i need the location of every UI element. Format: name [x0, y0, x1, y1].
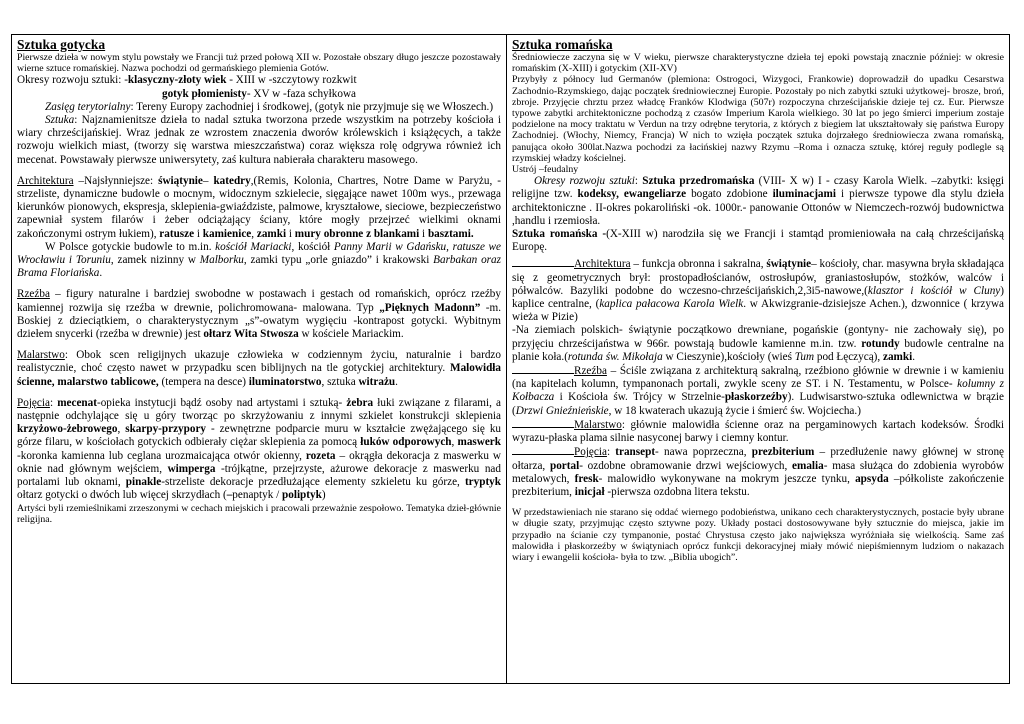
romanesque-sculpture: Rzeźba – Ściśle związana z architekturą sakralną, rzeźbiono głównie w drewnie i w kamieniu (na kapitelach kolumn, tympanonach portali, zwykle sceny ze ST. i N. Testamentu, w Polsce- kolumny z Kołbacza i Kościoła św. Trójcy w Strzelnie-płaskorzeźby). Ludwisarstwo-sztuka odlewnictwa w brązie (Drzwi Gnieźnieńskie, w 18 kwaterach ukazują życie i śmierć św. Wojciecha.) — [512, 365, 1004, 417]
gothic-periods-2: gotyk płomienisty- XV w -faza schyłkowa — [161, 87, 356, 100]
romanesque-painting: Malarstwo: głównie malowidła ścienne oraz na pergaminowych kartach kodeksów. Środki wyrazu-płaska plama silnie nasyconej barwy i ciemny kontur. — [512, 418, 1004, 445]
gothic-title: Sztuka gotycka — [17, 37, 106, 52]
romanesque-system: Ustrój –feudalny — [512, 164, 579, 176]
gothic-painting: Malarstwo: Obok scen religijnych ukazuje człowieka w codziennym życiu, naturalnie i bardzo realistycznie, choć często nawet w przypadku scen biblijnych na tle gotyckiej architektury. Malowidła ścienne, malarstwo tablicowe, (tempera na desce) iluminatorstwo, sztuka witrażu. — [17, 349, 501, 388]
gothic-intro: Pierwsze dzieła w nowym stylu powstały we Francji tuż przed połową XII w. Pozostałe obszary długo jeszcze pozostawały wierne sztuce romańskiej. Nazwa pochodzi od germańskiego plemienia Gotów. — [17, 52, 501, 75]
gothic-architecture: Architektura –Najsłynniejsze: świątynie– katedry,(Remis, Kolonia, Chartres, Notre Dame w Paryżu, -strzeliste, dynamiczne budowle o mocnym, widocznym szkielecie, sięgające nawet 100m wys., przewaga kierunków pionowych, ekspresja, sklepienia-gwiaździste, palmowe, kryształowe, sieciowe, bezpieczeństwo zapewniał system filarów i żeber odciążający ściany, które mogły przejrzeć wielkimi oknami zakończonymi ostrym łukiem), ratusze i kamienice, zamki i mury obronne z blankami i basztami. — [17, 174, 501, 240]
underline-lead — [512, 418, 574, 428]
underline-lead — [512, 257, 574, 267]
underline-lead — [512, 445, 574, 455]
romanesque-art-column — [507, 35, 1009, 683]
romanesque-poland-architecture: -Na ziemiach polskich- świątynie początkowo drewniane, pogańskie (gontyny- nie zachowały się), po przyjęciu chrześcijaństwa w 966r. powstają budowle kamienne m.in. tzw. rotundy budowle centralne na planie koła.(rotunda św. Mikołaja w Cieszynie),kościoły (wieś Tum pod Łęczycą), zamki. — [512, 324, 1004, 363]
gothic-footer: Artyści byli rzemieślnikami zrzeszonymi w cechach miejskich i pracowali przeważnie zespołowo. Tematyka dzieł-głównie religijna. — [17, 502, 501, 525]
gothic-periods: Okresy rozwoju sztuki: -klasyczny-złoty wiek - XIII w -szczytowy rozkwit — [17, 74, 357, 87]
gothic-art-column — [12, 35, 507, 683]
romanesque-origin: Sztuka romańska -(X-XIII w) narodziła się we Francji i stamtąd promieniowała na całą chrześcijańską Europę. — [512, 228, 1004, 254]
romanesque-title: Sztuka romańska — [512, 37, 613, 52]
romanesque-intro: Średniowiecze zaczyna się w V wieku, pierwsze charakterystyczne dzieła tej epoki powstają znacznie później: w okresie romańskim (X-XIII) i gotyckim (XII-XV) — [512, 52, 1004, 75]
underline-lead — [512, 364, 574, 374]
gothic-sculpture: Rzeźba – figury naturalne i bardziej swobodne w postawach i gestach od romańskich, oprócz rzeźby kamiennej rozwija się rzeźba w drewnie, polichromowana- malowana. Typ „Pięknych Madonn” -m. Boskiej z dzieciątkiem, o charakterystycznym „s”-owatym wygięciu -kontrapost gotycki. Wybitnym dziełem snycerki (rzeźba w drewnie) jest ołtarz Wita Stwosza w kościele Mariackim. — [17, 288, 501, 341]
romanesque-history: Przybyły z północy lud Germanów (plemiona: Ostrogoci, Wizygoci, Frankowie) doprowadził do upadku Cesarstwa Zachodnio-Rzymskiego, dając początek średniowiecznej Europie. Pozostały po nich zabytki sztuki użytkowej- brosze, broń, zbroje. Przyjęcie chrztu przez władcę Franków Klodwiga (507r) rozpoczyna chrześcijańskie dzieje tej cz. Eur. Pierwsze typowe zabytki architektoniczne pochodzą z czasów Imperium Karola wielkiego. 30 lat po jego śmierci imperium zostaje podzielone na mocy traktatu w Verdun na trzy odrębne terytoria, z których z biegiem lat ukształtowały się państwa Europy Zachodniej. (Włochy, Niemcy, Francja) W nich to wzięła początek sztuka dojrzałego średniowiecza zwana romańską, panująca około 300lat.Nazwa pochodzi za łacińskiej nazwy Rzymu –Roma i oznacza sztukę, której reguły podlegle są rzymskiej władzy kościelnej. — [512, 74, 1004, 164]
romanesque-footer: W przedstawieniach nie starano się oddać wiernego podobieństwa, unikano cech charakterystycznych, postacie były ubrane w długie szaty, przyjmując często sztywne pozy. Układy postaci dostosowywane były sztucznie do miejsca, jakie im przypadło na ścianie czy tympanonie, postać Chrystusa często jako największa wyróżniała się wielkością. Same zaś malowidła i płaskorzeźby w świątyniach oprócz funkcji dekoracyjnej miały mówić niepiśmiennym ludziom o nakazach wiary i ewangelii kościoła- była to tzw. „Biblia ubogich”. — [512, 507, 1004, 563]
romanesque-architecture: Architektura – funkcja obronna i sakralna, świątynie– kościoły, char. masywna bryła składająca się z geometrycznych brył: prostopadłościanów, ostrosłupów, graniastosłupów, stożków, walców i półwalców. Bazyliki podobne do wczesno-chrześcijańskich,2,3i5-nawowe,(klasztor i kościół w Cluny) kaplice centralne, (kaplica pałacowa Karola Wielk. w Akwizgranie-dzisiejsze Achen.), dzwonnice ( krzywa wieża w Pizie) — [512, 258, 1004, 324]
romanesque-periods: Okresy rozwoju sztuki: Sztuka przedromańska (VIII- X w) I - czasy Karola Wielk. –zabytki: księgi religijne tzw. kodeksy, ewangeliarze bogato zdobione iluminacjami i pierwsze typowe dla stylu dzieła architektoniczne . II-okres pokaroliński -ok. 1000r.- panowanie Ottonów w Niemczech-rozwój budownictwa ,handlu i rzemiosła. — [512, 175, 1005, 227]
romanesque-terms: Pojęcia: transept- nawa poprzeczna, prezbiterium – przedłużenie nawy głównej w stronę ołtarza, portal- ozdobne obramowanie drzwi wejściowych, emalia- masa służąca do zdobienia wyrobów metalowych, fresk- malowidło wykonywane na mokrym jeszcze tynku, apsyda –półkoliste zakończenie prezbiterium, inicjał -pierwsza ozdobna litera tekstu. — [512, 446, 1005, 498]
gothic-terms: Pojęcia: mecenat-opieka instytucji bądź osoby nad artystami i sztuką- żebra łuki związane z filarami, a następnie odchylające się u góry tworząc po skrzyżowaniu z innymi szkielet konstrukcji sklepienia krzyżowo-żebrowego, skarpy-przypory - zewnętrzne podparcie muru w kształcie zwężającego się ku górze filaru, w kościołach gotyckich odbierały ciężar sklepienia za pomocą łuków odporowych, maswerk -koronka kamienna lub ceglana urozmaicająca otwór okienny, rozeta – okrągła dekoracja z maswerku w oknie nad głównym wejściem, wimperga -trójkątne, przejrzyste, ażurowe dekoracje z maswerku nad portalami lub oknami, pinakle-strzeliste dekoracje przedłużające elementy szkieletu ku górze, tryptyk ołtarz gotycki o dwóch lub więcej skrzydłach (–penaptyk / poliptyk) — [17, 396, 502, 502]
gothic-art-context: Sztuka: Najznamienitsze dzieła to nadal sztuka tworzona przede wszystkim na potrzeby kościoła i wiary chrześcijańskiej. Wraz jednak ze wzrostem znaczenia dworów królewskich i książęcych, a także rozwoju wielkich miast, (tworzy się warstwa mieszczaństwa) coraz większa rolę odgrywa również ich mecenat. Powstawały pierwsze uniwersytety, zaś kultura nabierała charakteru masowego. — [17, 114, 501, 166]
document-sheet — [11, 34, 1010, 684]
gothic-territory: Zasięg terytorialny: Tereny Europy zachodniej i środkowej, (gotyk nie przyjmuje się we Włoszech.) — [45, 100, 494, 113]
gothic-poland-buildings: W Polsce gotyckie budowle to m.in. kościół Mariacki, kościół Panny Marii w Gdańsku, ratusze we Wrocławiu i Toruniu, zamek nizinny w Malborku, zamki typu „orle gniazdo” i krakowski Barbakan oraz Brama Floriańska. — [17, 240, 501, 280]
